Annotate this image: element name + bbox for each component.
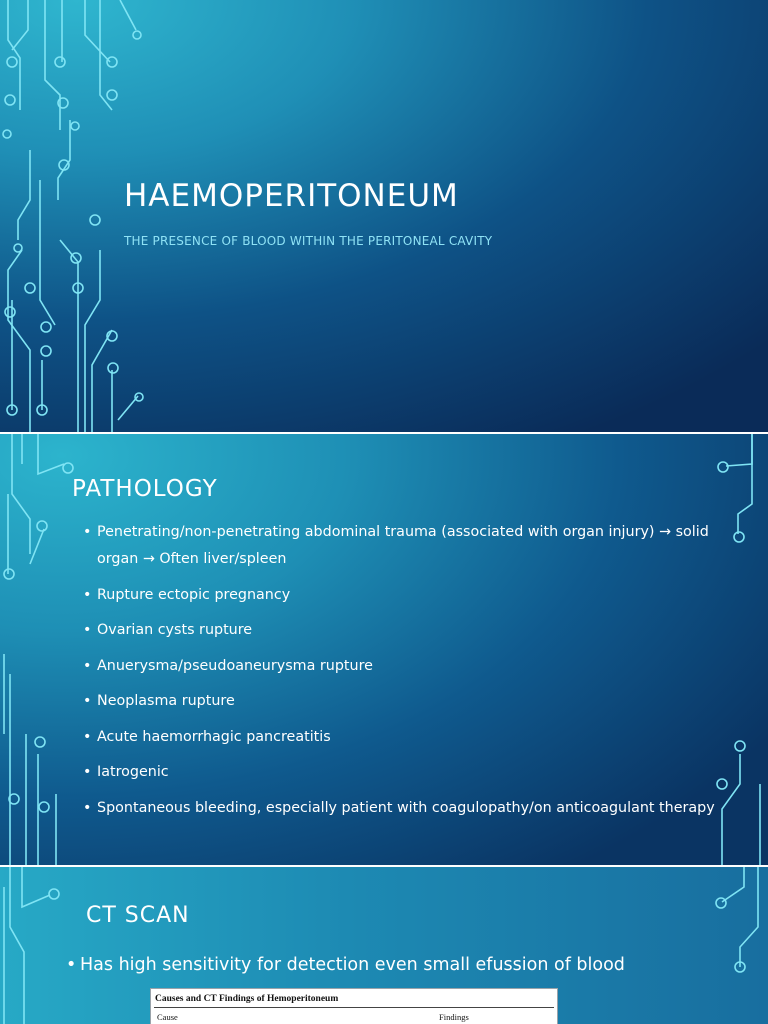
ct-findings-table-image	[150, 988, 558, 1024]
ct-scan-slide	[0, 867, 768, 1024]
list-item: • Rupture ectopic pregnancy	[83, 582, 723, 609]
pathology-slide	[0, 434, 768, 865]
table-caption: Causes and CT Findings of Hemoperitoneum	[155, 994, 339, 1004]
list-item: • Spontaneous bleeding, especially patient with coagulopathy/on anticoagulant therapy	[83, 795, 723, 822]
title-slide	[0, 0, 768, 432]
list-item: • Neoplasma rupture	[83, 688, 723, 715]
list-item: • Anuerysma/pseudoaneurysma rupture	[83, 653, 723, 680]
slide-title: PATHOLOGY	[72, 476, 218, 502]
list-item: • Penetrating/non-penetrating abdominal trauma (associated with organ injury) → solid organ → Often liver/spleen	[83, 519, 723, 573]
table-divider	[154, 1007, 554, 1008]
ct-bullet-list	[66, 953, 726, 977]
circuit-decoration	[0, 0, 160, 432]
slide-title: CT SCAN	[86, 903, 190, 928]
table-header-findings: Findings	[439, 1012, 469, 1022]
slide-title: HAEMOPERITONEUM	[124, 178, 459, 214]
table-header-cause: Cause	[157, 1012, 178, 1022]
list-item: • Iatrogenic	[83, 759, 723, 786]
pathology-bullet-list	[83, 519, 723, 830]
list-item: • Has high sensitivity for detection even small efussion of blood	[66, 953, 726, 977]
list-item: • Ovarian cysts rupture	[83, 617, 723, 644]
slide-subtitle: THE PRESENCE OF BLOOD WITHIN THE PERITONEAL CAVITY	[124, 234, 493, 248]
list-item: • Acute haemorrhagic pancreatitis	[83, 724, 723, 751]
